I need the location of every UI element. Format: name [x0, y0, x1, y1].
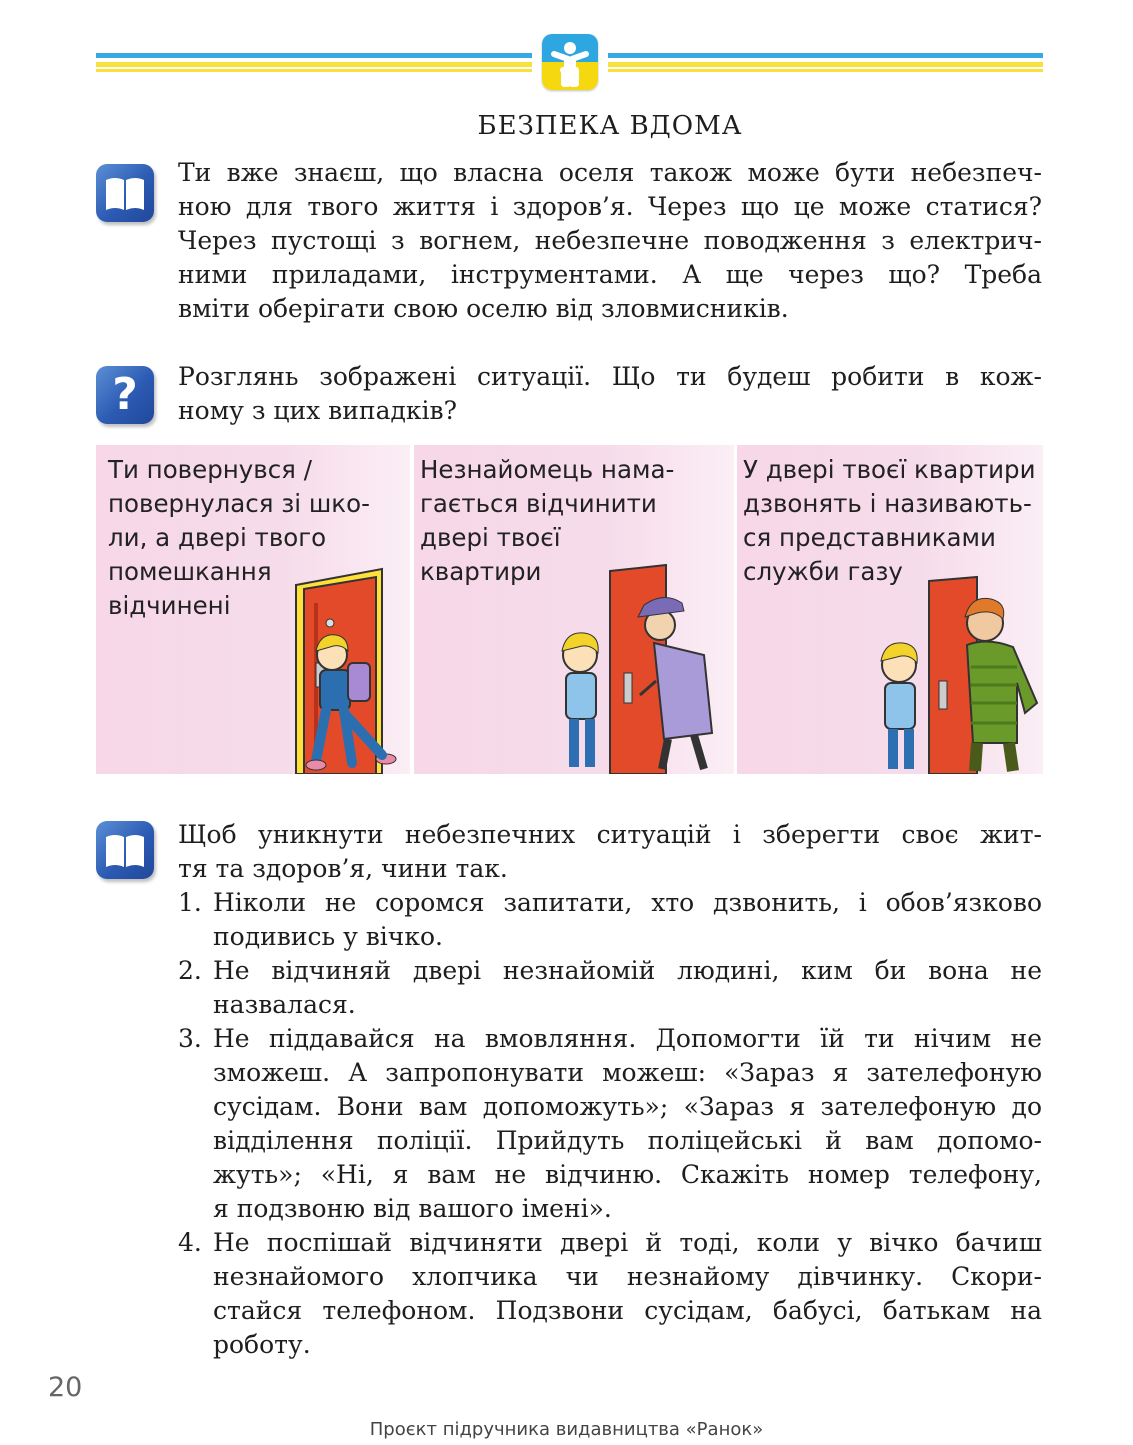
header-stripe-yellow-right-2: [608, 69, 1043, 72]
intro-line: Ти вже знаєш, що власна оселя також може бути небезпеч-: [178, 158, 1042, 187]
header-stripe-blue-left: [96, 53, 532, 58]
rule-number: 1.: [178, 888, 202, 917]
page-number: 20: [48, 1372, 83, 1403]
header-stripe-yellow-left: [96, 62, 532, 67]
scenario-text-2: Незнайомець нама- гається відчинити двері твоєї квартири: [420, 455, 675, 586]
intro-line: вміти оберігати свою оселю від зловмисників.: [178, 294, 789, 323]
rules-intro-paragraph: [178, 818, 1042, 886]
scenario-panel-1: [96, 445, 410, 774]
intro-line: ною для твого життя і здоров’я. Через що це може статися?: [178, 192, 1042, 221]
gas-service-at-door-illustration: [867, 573, 1043, 774]
footer-publisher-note: Проєкт підручника видавництва «Ранок»: [369, 1419, 764, 1440]
scenario-panel-2: [414, 445, 734, 774]
scenario-panel-3: [737, 445, 1043, 774]
header-stripe-yellow-left-2: [96, 69, 532, 72]
intro-line: Через пустощі з вогнем, небезпечне поводження з електрич-: [178, 226, 1042, 255]
intro-line: ними приладами, інструментами. А ще через що? Треба: [178, 260, 1042, 289]
rules-intro-line: Щоб уникнути небезпечних ситуацій і зберегти своє жит-: [178, 820, 1042, 849]
rule-number: 2.: [178, 956, 202, 985]
rules-intro-line: тя та здоров’я, чини так.: [178, 854, 508, 883]
open-door-illustration: [286, 563, 410, 774]
scenario-text-3: У двері твоєї квартири дзвонять і називають- ся представниками служби газу: [743, 455, 1036, 586]
rule-number: 4.: [178, 1228, 202, 1257]
question-line: ному з цих випадків?: [178, 396, 457, 425]
header-stripe-yellow-right: [608, 62, 1043, 67]
intro-paragraph: [178, 156, 1042, 326]
page-title: БЕЗПЕКА ВДОМА: [477, 111, 743, 141]
book-icon: [96, 821, 154, 879]
child-figure-icon: [542, 34, 598, 90]
rule-number: 3.: [178, 1024, 202, 1053]
question-line: Розглянь зображені ситуації. Що ти будеш робити в кож-: [178, 362, 1042, 391]
scenario-text-1: Ти повернувся / повернулася зі шко- ли, а двері твого помешкання відчинені: [108, 455, 370, 620]
stranger-at-door-illustration: [544, 563, 724, 774]
question-paragraph: [178, 360, 1042, 428]
header-stripe-blue-right: [608, 53, 1043, 58]
question-icon: ?: [96, 366, 154, 424]
book-icon: [96, 164, 154, 222]
